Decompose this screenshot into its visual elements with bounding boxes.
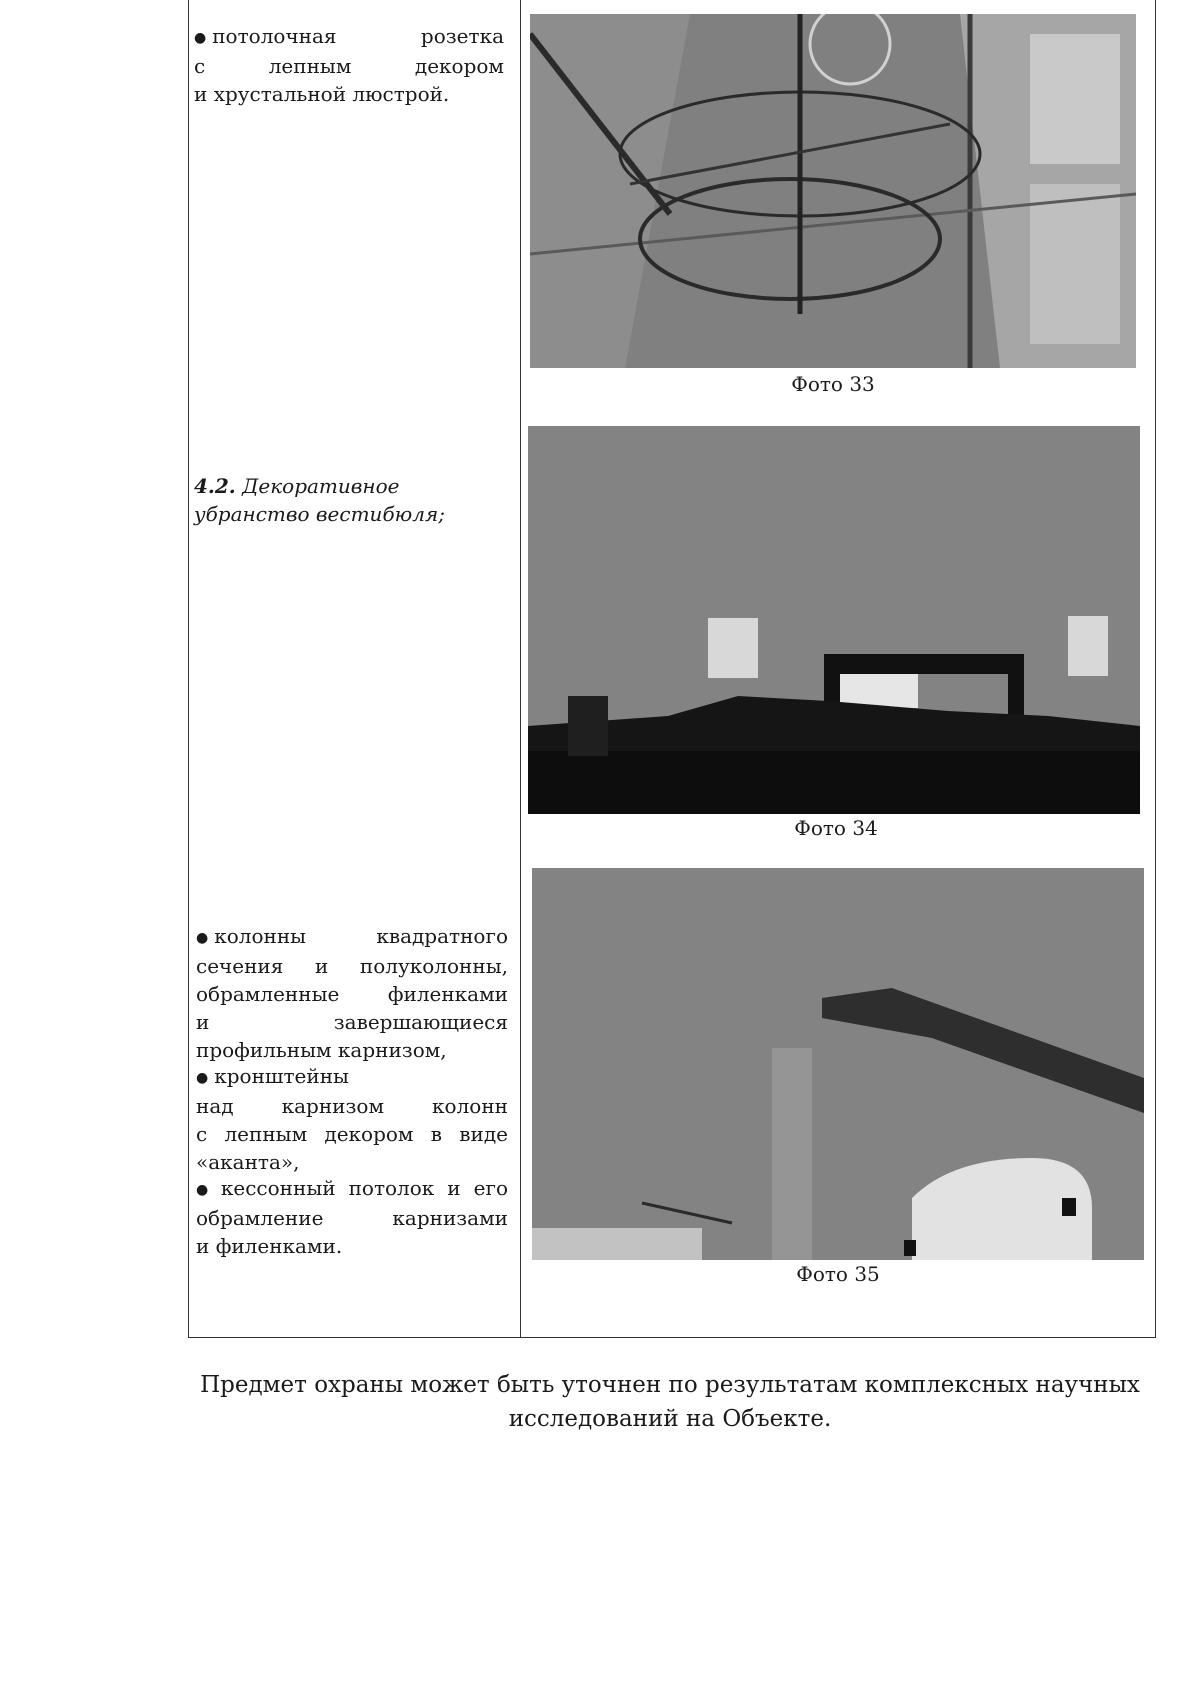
section-title-line2: убранство вестибюля; [194,502,445,526]
bullet-icon: ● [196,1181,215,1198]
columns-item: ● колонны квадратного сечения и полуколонны, обрамленные филенками и завершающиеся профильным карнизом, [196,924,508,1062]
coffered-ceiling-item: ● кессонный потолок и его обрамление карнизами и филенками. [196,1176,508,1258]
section-number: 4.2. [194,474,236,498]
brackets-item: ● кронштейны над карнизом колонн с лепным декором в виде «аканта», [196,1064,508,1174]
vestibule-photo [528,426,1140,814]
footer-line2: исследований на Объекте. [508,1406,832,1432]
footer-line1: Предмет охраны может быть уточнен по результатам комплексных научных [200,1372,1140,1398]
chandelier-photo [530,14,1136,368]
photo-caption-35: Фото 35 [796,1262,880,1286]
bullet-icon: ● [194,29,207,46]
bullet-icon: ● [196,1069,209,1086]
footer-note [190,1368,1150,1436]
photo-caption-33: Фото 33 [791,372,875,396]
ceiling-rosette-item: ● потолочная розетка с лепным декором и хрустальной люстрой. [194,24,504,106]
column-cornice-photo [532,868,1144,1260]
photo-caption-34: Фото 34 [794,816,878,840]
column-divider [520,0,521,1338]
section-title-line1: Декоративное [242,474,400,498]
section-heading [194,472,504,528]
bullet-icon: ● [196,929,209,946]
